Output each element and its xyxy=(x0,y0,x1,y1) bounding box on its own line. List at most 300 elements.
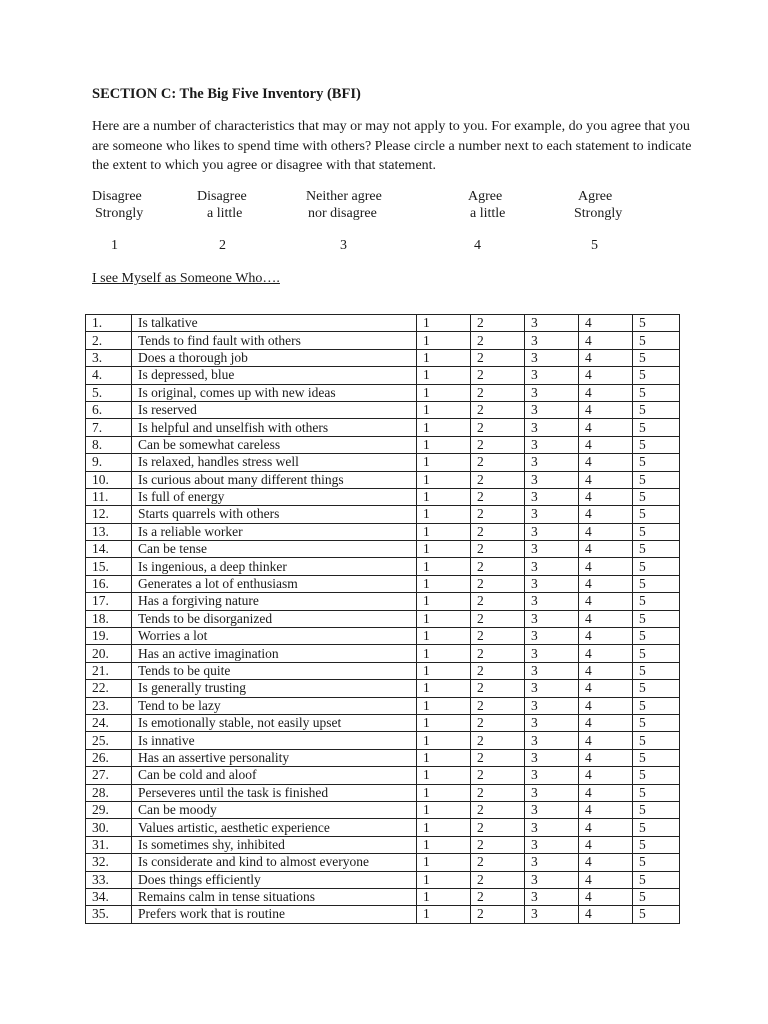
rating-option-4[interactable]: 4 xyxy=(579,471,633,488)
item-statement: Is curious about many different things xyxy=(132,471,417,488)
rating-option-5[interactable]: 5 xyxy=(633,662,680,679)
rating-option-2[interactable]: 2 xyxy=(471,593,525,610)
rating-option-5[interactable]: 5 xyxy=(633,558,680,575)
rating-option-4[interactable]: 4 xyxy=(579,662,633,679)
item-statement: Is depressed, blue xyxy=(132,367,417,384)
item-number: 33. xyxy=(86,871,132,888)
item-number: 11. xyxy=(86,488,132,505)
rating-option-3[interactable]: 3 xyxy=(525,680,579,697)
rating-option-4[interactable]: 4 xyxy=(579,767,633,784)
item-statement: Perseveres until the task is finished xyxy=(132,784,417,801)
rating-option-2[interactable]: 2 xyxy=(471,784,525,801)
rating-option-4[interactable]: 4 xyxy=(579,367,633,384)
rating-option-5[interactable]: 5 xyxy=(633,593,680,610)
rating-option-1[interactable]: 1 xyxy=(417,610,471,627)
rating-option-1[interactable]: 1 xyxy=(417,367,471,384)
rating-option-3[interactable]: 3 xyxy=(525,888,579,905)
item-number: 8. xyxy=(86,436,132,453)
table-row xyxy=(86,454,680,471)
rating-option-3[interactable]: 3 xyxy=(525,349,579,366)
item-number: 19. xyxy=(86,628,132,645)
table-row xyxy=(86,645,680,662)
rating-option-5[interactable]: 5 xyxy=(633,349,680,366)
rating-option-4[interactable]: 4 xyxy=(579,575,633,592)
rating-option-4[interactable]: 4 xyxy=(579,610,633,627)
scale-label-2 xyxy=(197,188,247,222)
rating-option-4[interactable]: 4 xyxy=(579,819,633,836)
rating-option-2[interactable]: 2 xyxy=(471,680,525,697)
item-number: 1. xyxy=(86,315,132,332)
scale-value-4: 4 xyxy=(474,238,481,253)
rating-option-5[interactable]: 5 xyxy=(633,749,680,766)
table-row xyxy=(86,593,680,610)
table-row xyxy=(86,906,680,923)
item-number: 31. xyxy=(86,836,132,853)
item-statement: Tend to be lazy xyxy=(132,697,417,714)
rating-option-3[interactable]: 3 xyxy=(525,732,579,749)
rating-option-1[interactable]: 1 xyxy=(417,488,471,505)
rating-option-2[interactable]: 2 xyxy=(471,575,525,592)
intro-paragraph: Here are a number of characteristics that may or may not apply to you. For example, do you agree that you are someone who likes to spend time with others? Please circle a number next to each statement to indicate the extent to which you agree or disagree with that statement. xyxy=(92,119,692,173)
rating-option-3[interactable]: 3 xyxy=(525,541,579,558)
rating-option-3[interactable]: 3 xyxy=(525,610,579,627)
item-statement: Generates a lot of enthusiasm xyxy=(132,575,417,592)
item-statement: Has a forgiving nature xyxy=(132,593,417,610)
rating-option-2[interactable]: 2 xyxy=(471,819,525,836)
scale-label-5 xyxy=(574,188,623,222)
item-number: 35. xyxy=(86,906,132,923)
rating-option-3[interactable]: 3 xyxy=(525,714,579,731)
rating-option-1[interactable]: 1 xyxy=(417,436,471,453)
item-statement: Can be cold and aloof xyxy=(132,767,417,784)
rating-option-5[interactable]: 5 xyxy=(633,645,680,662)
rating-option-5[interactable]: 5 xyxy=(633,367,680,384)
rating-option-5[interactable]: 5 xyxy=(633,506,680,523)
rating-option-2[interactable]: 2 xyxy=(471,714,525,731)
item-number: 22. xyxy=(86,680,132,697)
item-number: 15. xyxy=(86,558,132,575)
rating-option-1[interactable]: 1 xyxy=(417,401,471,418)
item-statement: Is talkative xyxy=(132,315,417,332)
rating-option-2[interactable]: 2 xyxy=(471,558,525,575)
rating-option-1[interactable]: 1 xyxy=(417,854,471,871)
rating-option-3[interactable]: 3 xyxy=(525,384,579,401)
rating-option-5[interactable]: 5 xyxy=(633,714,680,731)
rating-option-4[interactable]: 4 xyxy=(579,854,633,871)
rating-option-5[interactable]: 5 xyxy=(633,854,680,871)
rating-option-5[interactable]: 5 xyxy=(633,454,680,471)
rating-option-1[interactable]: 1 xyxy=(417,662,471,679)
table-row xyxy=(86,541,680,558)
rating-option-4[interactable]: 4 xyxy=(579,488,633,505)
rating-option-5[interactable]: 5 xyxy=(633,697,680,714)
rating-option-3[interactable]: 3 xyxy=(525,488,579,505)
rating-option-3[interactable]: 3 xyxy=(525,628,579,645)
rating-option-2[interactable]: 2 xyxy=(471,523,525,540)
item-number: 14. xyxy=(86,541,132,558)
rating-option-4[interactable]: 4 xyxy=(579,349,633,366)
rating-option-5[interactable]: 5 xyxy=(633,488,680,505)
rating-option-3[interactable]: 3 xyxy=(525,593,579,610)
item-number: 26. xyxy=(86,749,132,766)
rating-option-2[interactable]: 2 xyxy=(471,419,525,436)
rating-option-3[interactable]: 3 xyxy=(525,784,579,801)
rating-option-4[interactable]: 4 xyxy=(579,714,633,731)
item-statement: Tends to be disorganized xyxy=(132,610,417,627)
rating-option-1[interactable]: 1 xyxy=(417,784,471,801)
rating-option-1[interactable]: 1 xyxy=(417,384,471,401)
table-row xyxy=(86,367,680,384)
item-statement: Is sometimes shy, inhibited xyxy=(132,836,417,853)
rating-option-3[interactable]: 3 xyxy=(525,419,579,436)
rating-option-2[interactable]: 2 xyxy=(471,836,525,853)
rating-option-4[interactable]: 4 xyxy=(579,384,633,401)
rating-option-5[interactable]: 5 xyxy=(633,575,680,592)
table-row xyxy=(86,471,680,488)
item-statement: Does things efficiently xyxy=(132,871,417,888)
rating-option-1[interactable]: 1 xyxy=(417,906,471,923)
section-title: SECTION C: The Big Five Inventory (BFI) xyxy=(92,86,361,102)
rating-option-1[interactable]: 1 xyxy=(417,714,471,731)
scale-label-line: nor disagree xyxy=(308,206,377,221)
scale-label-line: Strongly xyxy=(574,206,623,221)
item-statement: Can be somewhat careless xyxy=(132,436,417,453)
item-number: 30. xyxy=(86,819,132,836)
rating-option-3[interactable]: 3 xyxy=(525,854,579,871)
item-number: 27. xyxy=(86,767,132,784)
rating-option-1[interactable]: 1 xyxy=(417,836,471,853)
rating-option-3[interactable]: 3 xyxy=(525,801,579,818)
rating-option-5[interactable]: 5 xyxy=(633,315,680,332)
rating-option-4[interactable]: 4 xyxy=(579,784,633,801)
rating-option-2[interactable]: 2 xyxy=(471,662,525,679)
rating-option-2[interactable]: 2 xyxy=(471,871,525,888)
item-statement: Starts quarrels with others xyxy=(132,506,417,523)
item-number: 17. xyxy=(86,593,132,610)
bfi-items-table xyxy=(85,314,680,924)
table-row xyxy=(86,714,680,731)
table-row xyxy=(86,315,680,332)
item-number: 3. xyxy=(86,349,132,366)
rating-option-4[interactable]: 4 xyxy=(579,332,633,349)
rating-option-1[interactable]: 1 xyxy=(417,888,471,905)
table-row xyxy=(86,506,680,523)
rating-option-1[interactable]: 1 xyxy=(417,315,471,332)
rating-option-4[interactable]: 4 xyxy=(579,645,633,662)
rating-option-2[interactable]: 2 xyxy=(471,315,525,332)
rating-option-5[interactable]: 5 xyxy=(633,471,680,488)
rating-option-4[interactable]: 4 xyxy=(579,506,633,523)
rating-option-5[interactable]: 5 xyxy=(633,523,680,540)
rating-option-5[interactable]: 5 xyxy=(633,906,680,923)
item-number: 20. xyxy=(86,645,132,662)
rating-option-3[interactable]: 3 xyxy=(525,315,579,332)
rating-option-1[interactable]: 1 xyxy=(417,628,471,645)
table-row xyxy=(86,419,680,436)
rating-option-1[interactable]: 1 xyxy=(417,871,471,888)
item-number: 9. xyxy=(86,454,132,471)
rating-option-2[interactable]: 2 xyxy=(471,628,525,645)
rating-option-4[interactable]: 4 xyxy=(579,558,633,575)
item-number: 29. xyxy=(86,801,132,818)
rating-option-5[interactable]: 5 xyxy=(633,436,680,453)
table-row xyxy=(86,523,680,540)
rating-option-3[interactable]: 3 xyxy=(525,506,579,523)
item-statement: Is reserved xyxy=(132,401,417,418)
rating-option-3[interactable]: 3 xyxy=(525,749,579,766)
rating-option-1[interactable]: 1 xyxy=(417,419,471,436)
item-statement: Has an active imagination xyxy=(132,645,417,662)
rating-option-5[interactable]: 5 xyxy=(633,384,680,401)
table-row xyxy=(86,749,680,766)
rating-option-5[interactable]: 5 xyxy=(633,541,680,558)
item-number: 28. xyxy=(86,784,132,801)
item-number: 5. xyxy=(86,384,132,401)
rating-option-4[interactable]: 4 xyxy=(579,888,633,905)
rating-option-1[interactable]: 1 xyxy=(417,454,471,471)
scale-label-line: a little xyxy=(207,206,243,221)
item-number: 2. xyxy=(86,332,132,349)
rating-option-3[interactable]: 3 xyxy=(525,906,579,923)
scale-label-line: Agree xyxy=(468,189,503,204)
table-row xyxy=(86,854,680,871)
item-number: 4. xyxy=(86,367,132,384)
rating-option-5[interactable]: 5 xyxy=(633,332,680,349)
item-number: 34. xyxy=(86,888,132,905)
rating-option-4[interactable]: 4 xyxy=(579,871,633,888)
rating-option-1[interactable]: 1 xyxy=(417,749,471,766)
item-number: 21. xyxy=(86,662,132,679)
rating-option-1[interactable]: 1 xyxy=(417,332,471,349)
table-row xyxy=(86,680,680,697)
rating-option-2[interactable]: 2 xyxy=(471,384,525,401)
item-number: 12. xyxy=(86,506,132,523)
rating-option-2[interactable]: 2 xyxy=(471,332,525,349)
rating-option-4[interactable]: 4 xyxy=(579,749,633,766)
scale-label-line: Agree xyxy=(578,189,613,204)
scale-value-5: 5 xyxy=(591,238,598,253)
rating-option-2[interactable]: 2 xyxy=(471,645,525,662)
rating-option-2[interactable]: 2 xyxy=(471,506,525,523)
table-row xyxy=(86,436,680,453)
rating-option-3[interactable]: 3 xyxy=(525,836,579,853)
item-statement: Does a thorough job xyxy=(132,349,417,366)
rating-option-1[interactable]: 1 xyxy=(417,471,471,488)
item-number: 24. xyxy=(86,714,132,731)
rating-option-1[interactable]: 1 xyxy=(417,506,471,523)
scale-label-line: Neither agree xyxy=(306,189,382,204)
table-row xyxy=(86,610,680,627)
table-row xyxy=(86,575,680,592)
rating-option-1[interactable]: 1 xyxy=(417,523,471,540)
rating-option-2[interactable]: 2 xyxy=(471,801,525,818)
item-statement: Worries a lot xyxy=(132,628,417,645)
rating-option-1[interactable]: 1 xyxy=(417,349,471,366)
rating-option-3[interactable]: 3 xyxy=(525,645,579,662)
table-row xyxy=(86,784,680,801)
item-statement: Is relaxed, handles stress well xyxy=(132,454,417,471)
rating-option-3[interactable]: 3 xyxy=(525,471,579,488)
rating-option-5[interactable]: 5 xyxy=(633,784,680,801)
rating-option-4[interactable]: 4 xyxy=(579,801,633,818)
table-row xyxy=(86,488,680,505)
rating-option-2[interactable]: 2 xyxy=(471,436,525,453)
rating-option-3[interactable]: 3 xyxy=(525,454,579,471)
rating-option-4[interactable]: 4 xyxy=(579,436,633,453)
rating-option-2[interactable]: 2 xyxy=(471,732,525,749)
rating-option-2[interactable]: 2 xyxy=(471,349,525,366)
item-statement: Is helpful and unselfish with others xyxy=(132,419,417,436)
item-statement: Is considerate and kind to almost everyone xyxy=(132,854,417,871)
rating-option-2[interactable]: 2 xyxy=(471,488,525,505)
item-statement: Can be tense xyxy=(132,541,417,558)
rating-option-2[interactable]: 2 xyxy=(471,541,525,558)
rating-option-5[interactable]: 5 xyxy=(633,680,680,697)
rating-option-5[interactable]: 5 xyxy=(633,819,680,836)
item-number: 6. xyxy=(86,401,132,418)
rating-option-5[interactable]: 5 xyxy=(633,732,680,749)
rating-option-5[interactable]: 5 xyxy=(633,610,680,627)
rating-option-1[interactable]: 1 xyxy=(417,819,471,836)
item-statement: Is original, comes up with new ideas xyxy=(132,384,417,401)
item-statement: Is full of energy xyxy=(132,488,417,505)
table-row xyxy=(86,401,680,418)
rating-option-4[interactable]: 4 xyxy=(579,732,633,749)
table-row xyxy=(86,662,680,679)
rating-option-3[interactable]: 3 xyxy=(525,332,579,349)
item-statement: Is emotionally stable, not easily upset xyxy=(132,714,417,731)
rating-option-1[interactable]: 1 xyxy=(417,541,471,558)
rating-option-4[interactable]: 4 xyxy=(579,401,633,418)
scale-label-line: Disagree xyxy=(92,189,142,204)
rating-option-3[interactable]: 3 xyxy=(525,819,579,836)
table-row xyxy=(86,384,680,401)
table-row xyxy=(86,332,680,349)
rating-option-5[interactable]: 5 xyxy=(633,419,680,436)
item-number: 10. xyxy=(86,471,132,488)
item-statement: Values artistic, aesthetic experience xyxy=(132,819,417,836)
rating-option-2[interactable]: 2 xyxy=(471,854,525,871)
rating-option-4[interactable]: 4 xyxy=(579,836,633,853)
table-row xyxy=(86,697,680,714)
rating-option-5[interactable]: 5 xyxy=(633,836,680,853)
item-number: 23. xyxy=(86,697,132,714)
rating-option-5[interactable]: 5 xyxy=(633,628,680,645)
rating-option-3[interactable]: 3 xyxy=(525,523,579,540)
rating-option-3[interactable]: 3 xyxy=(525,558,579,575)
item-statement: Is innative xyxy=(132,732,417,749)
rating-option-1[interactable]: 1 xyxy=(417,697,471,714)
scale-value-2: 2 xyxy=(219,238,226,253)
rating-option-4[interactable]: 4 xyxy=(579,454,633,471)
scale-label-line: Disagree xyxy=(197,189,247,204)
rating-option-4[interactable]: 4 xyxy=(579,697,633,714)
item-number: 7. xyxy=(86,419,132,436)
scale-label-line: Strongly xyxy=(95,206,144,221)
item-number: 25. xyxy=(86,732,132,749)
rating-option-2[interactable]: 2 xyxy=(471,906,525,923)
item-number: 16. xyxy=(86,575,132,592)
item-number: 13. xyxy=(86,523,132,540)
rating-option-4[interactable]: 4 xyxy=(579,593,633,610)
rating-option-3[interactable]: 3 xyxy=(525,367,579,384)
rating-option-3[interactable]: 3 xyxy=(525,871,579,888)
rating-option-5[interactable]: 5 xyxy=(633,767,680,784)
rating-option-3[interactable]: 3 xyxy=(525,767,579,784)
rating-option-5[interactable]: 5 xyxy=(633,801,680,818)
scale-value-1: 1 xyxy=(111,238,118,253)
rating-option-2[interactable]: 2 xyxy=(471,888,525,905)
item-number: 18. xyxy=(86,610,132,627)
table-row xyxy=(86,558,680,575)
table-row xyxy=(86,888,680,905)
item-number: 32. xyxy=(86,854,132,871)
item-statement: Remains calm in tense situations xyxy=(132,888,417,905)
rating-option-4[interactable]: 4 xyxy=(579,523,633,540)
table-row xyxy=(86,732,680,749)
rating-option-4[interactable]: 4 xyxy=(579,680,633,697)
rating-option-3[interactable]: 3 xyxy=(525,436,579,453)
rating-option-3[interactable]: 3 xyxy=(525,697,579,714)
scale-label-3 xyxy=(306,188,382,222)
rating-option-4[interactable]: 4 xyxy=(579,315,633,332)
rating-option-2[interactable]: 2 xyxy=(471,401,525,418)
rating-option-4[interactable]: 4 xyxy=(579,419,633,436)
rating-option-4[interactable]: 4 xyxy=(579,541,633,558)
scale-value-3: 3 xyxy=(340,238,347,253)
rating-option-1[interactable]: 1 xyxy=(417,575,471,592)
item-statement: Is a reliable worker xyxy=(132,523,417,540)
item-statement: Is generally trusting xyxy=(132,680,417,697)
rating-option-1[interactable]: 1 xyxy=(417,680,471,697)
rating-option-1[interactable]: 1 xyxy=(417,593,471,610)
table-row xyxy=(86,349,680,366)
rating-option-2[interactable]: 2 xyxy=(471,767,525,784)
rating-option-1[interactable]: 1 xyxy=(417,767,471,784)
rating-option-2[interactable]: 2 xyxy=(471,367,525,384)
table-row xyxy=(86,767,680,784)
rating-option-2[interactable]: 2 xyxy=(471,697,525,714)
table-heading: I see Myself as Someone Who…. xyxy=(92,271,280,286)
rating-option-1[interactable]: 1 xyxy=(417,558,471,575)
rating-option-5[interactable]: 5 xyxy=(633,871,680,888)
rating-option-1[interactable]: 1 xyxy=(417,645,471,662)
table-row xyxy=(86,871,680,888)
table-row xyxy=(86,819,680,836)
table-row xyxy=(86,801,680,818)
rating-option-3[interactable]: 3 xyxy=(525,401,579,418)
rating-option-3[interactable]: 3 xyxy=(525,662,579,679)
rating-option-4[interactable]: 4 xyxy=(579,628,633,645)
item-statement: Tends to be quite xyxy=(132,662,417,679)
rating-option-2[interactable]: 2 xyxy=(471,454,525,471)
item-statement: Is ingenious, a deep thinker xyxy=(132,558,417,575)
scale-label-4 xyxy=(468,188,505,222)
rating-option-2[interactable]: 2 xyxy=(471,610,525,627)
rating-option-4[interactable]: 4 xyxy=(579,906,633,923)
rating-option-1[interactable]: 1 xyxy=(417,801,471,818)
rating-option-3[interactable]: 3 xyxy=(525,575,579,592)
scale-label-1 xyxy=(92,188,143,222)
item-statement: Tends to find fault with others xyxy=(132,332,417,349)
item-statement: Can be moody xyxy=(132,801,417,818)
rating-option-2[interactable]: 2 xyxy=(471,749,525,766)
rating-option-2[interactable]: 2 xyxy=(471,471,525,488)
rating-option-5[interactable]: 5 xyxy=(633,888,680,905)
rating-option-1[interactable]: 1 xyxy=(417,732,471,749)
item-statement: Prefers work that is routine xyxy=(132,906,417,923)
rating-option-5[interactable]: 5 xyxy=(633,401,680,418)
